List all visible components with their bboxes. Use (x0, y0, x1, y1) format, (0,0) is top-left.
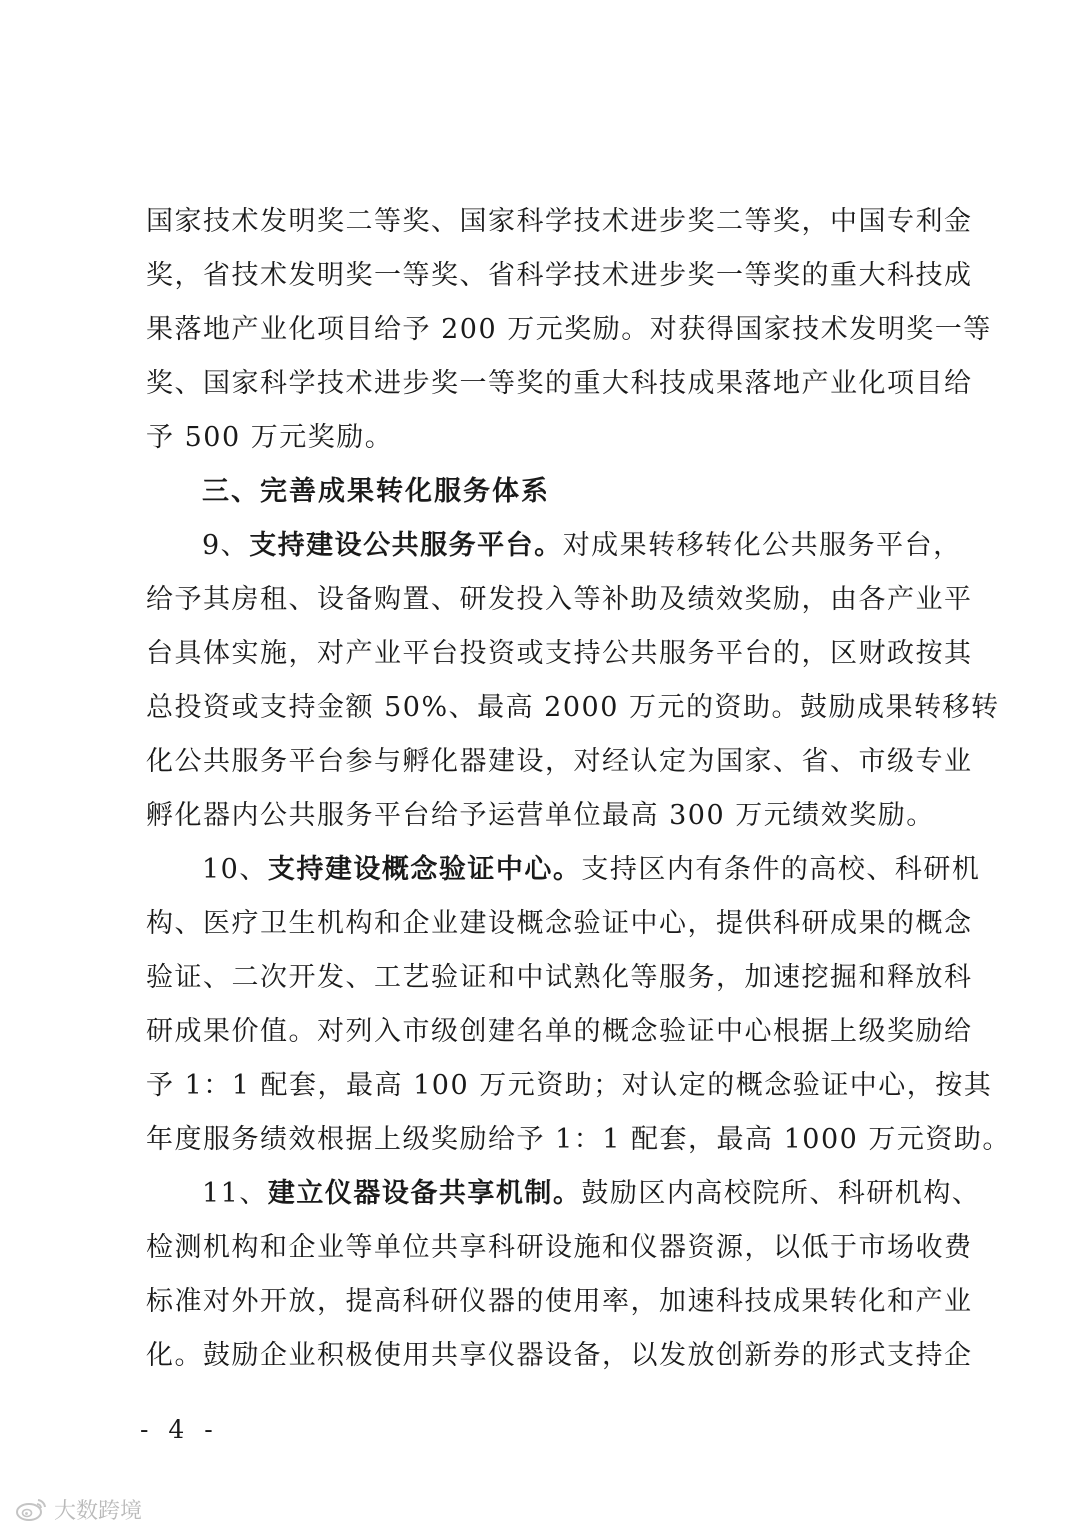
text-line: 验证、二次开发、工艺验证和中试熟化等服务，加速挖掘和释放科 (146, 962, 973, 993)
text-line: 奖，省技术发明奖一等奖、省科学技术进步奖一等奖的重大科技成 (146, 260, 973, 291)
page-number: - 4 - (140, 1415, 219, 1444)
text-line: 化公共服务平台参与孵化器建设，对经认定为国家、省、市级专业 (146, 746, 973, 777)
text-line: 总投资或支持金额 50%、最高 2000 万元的资助。鼓励成果转移转 (146, 692, 1000, 723)
item-title: 支持建设概念验证中心。 (267, 854, 582, 885)
text-line: 予 500 万元奖励。 (146, 422, 394, 453)
text-line: 台具体实施，对产业平台投资或支持公共服务平台的，区财政按其 (146, 638, 973, 669)
text-line: 给予其房租、设备购置、研发投入等补助及绩效奖励，由各产业平 (146, 584, 973, 615)
text-line: 予 1：1 配套，最高 100 万元资助；对认定的概念验证中心，按其 (146, 1070, 993, 1101)
weibo-logo-icon (14, 1496, 48, 1522)
text-line: 孵化器内公共服务平台给予运营单位最高 300 万元绩效奖励。 (146, 800, 935, 831)
document-body (146, 195, 1011, 1383)
item-11-first-line (146, 1167, 981, 1221)
section-heading: 三、完善成果转化服务体系 (202, 476, 550, 507)
item-text: 对成果转移转化公共服务平台， (562, 530, 962, 561)
item-text: 支持区内有条件的高校、科研机 (581, 854, 981, 885)
text-line: 研成果价值。对列入市级创建名单的概念验证中心根据上级奖励给 (146, 1016, 973, 1047)
item-title: 支持建设公共服务平台。 (249, 530, 563, 561)
watermark (14, 1494, 142, 1524)
text-line: 检测机构和企业等单位共享科研设施和仪器资源，以低于市场收费 (146, 1232, 973, 1263)
text-line: 果落地产业化项目给予 200 万元奖励。对获得国家技术发明奖一等 (146, 314, 992, 345)
text-line: 标准对外开放，提高科研仪器的使用率，加速科技成果转化和产业 (146, 1286, 973, 1317)
text-line: 化。鼓励企业积极使用共享仪器设备，以发放创新券的形式支持企 (146, 1340, 973, 1371)
item-10-first-line (146, 843, 981, 897)
watermark-text: 大数跨境 (54, 1498, 143, 1524)
text-line: 奖、国家科学技术进步奖一等奖的重大科技成果落地产业化项目给 (146, 368, 973, 399)
item-9-first-line (146, 519, 962, 573)
item-number: 9、 (202, 530, 250, 561)
item-number: 11、 (202, 1178, 268, 1209)
item-title: 建立仪器设备共享机制。 (267, 1178, 582, 1209)
text-line: 构、医疗卫生机构和企业建设概念验证中心，提供科研成果的概念 (146, 908, 973, 939)
text-line: 国家技术发明奖二等奖、国家科学技术进步奖二等奖，中国专利金 (146, 206, 973, 237)
item-number: 10、 (202, 854, 268, 885)
text-line: 年度服务绩效根据上级奖励给予 1：1 配套，最高 1000 万元资助。 (146, 1124, 1011, 1155)
item-text: 鼓励区内高校院所、科研机构、 (581, 1178, 981, 1209)
